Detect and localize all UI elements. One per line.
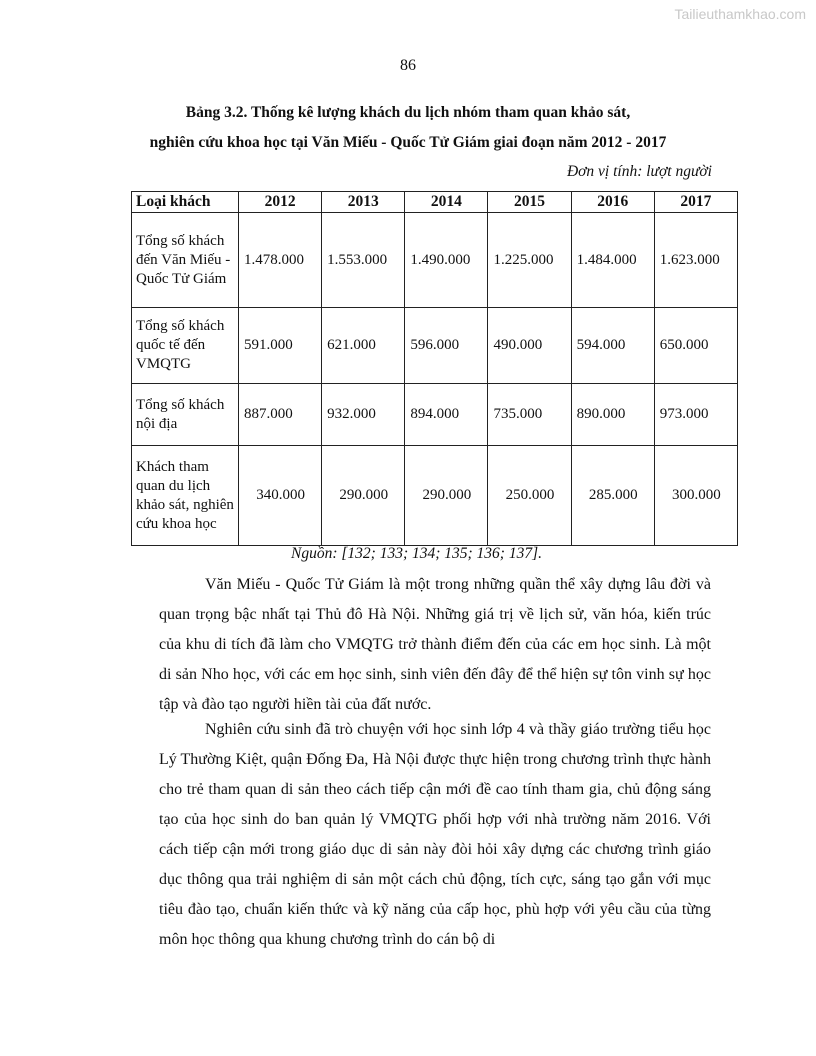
table-cell: 290.000 xyxy=(322,446,405,546)
table-cell: 621.000 xyxy=(322,308,405,384)
table-cell: 1.490.000 xyxy=(405,213,488,308)
table-row xyxy=(132,446,738,546)
table-cell: 285.000 xyxy=(571,446,654,546)
table-cell: 932.000 xyxy=(322,384,405,446)
source-citation: Nguồn: [132; 133; 134; 135; 136; 137]. xyxy=(291,545,542,562)
table-cell: 1.484.000 xyxy=(571,213,654,308)
table-cell: 591.000 xyxy=(239,308,322,384)
table-row xyxy=(132,384,738,446)
paragraph: Nghiên cứu sinh đã trò chuyện với học sinh lớp 4 và thầy giáo trường tiểu học Lý Thường Kiệt, quận Đống Đa, Hà Nội được thực hiện trong chương trình thực hành cho trẻ tham quan di sản theo cách tiếp cận mới đề cao tính tham gia, chủ động sáng tạo của học sinh do ban quản lý VMQTG phối hợp với nhà trường năm 2016. Với cách tiếp cận mới trong giáo dục di sản này đòi hỏi xây dựng các chương trình giáo dục thông qua trải nghiệm di sản một cách chủ động, tích cực, sáng tạo gắn với mục tiêu đào tạo, chuẩn kiến thức và kỹ năng của cấp học, phù hợp với yêu cầu của từng môn học thông qua khung chương trình do cán bộ di xyxy=(159,721,711,948)
header-year: 2017 xyxy=(654,192,737,213)
row-label: Tổng số khách đến Văn Miếu - Quốc Tử Giám xyxy=(132,213,239,308)
header-category: Loại khách xyxy=(132,192,239,213)
table-header-row xyxy=(132,192,738,213)
header-year: 2014 xyxy=(405,192,488,213)
table-cell: 596.000 xyxy=(405,308,488,384)
table-cell: 490.000 xyxy=(488,308,571,384)
row-label: Khách tham quan du lịch khảo sát, nghiên cứu khoa học xyxy=(132,446,239,546)
table-cell: 1.478.000 xyxy=(239,213,322,308)
statistics-table xyxy=(131,191,738,546)
unit-note: Đơn vị tính: lượt người xyxy=(566,163,712,180)
header-year: 2013 xyxy=(322,192,405,213)
table-cell: 1.553.000 xyxy=(322,213,405,308)
table-cell: 973.000 xyxy=(654,384,737,446)
table-cell: 290.000 xyxy=(405,446,488,546)
paragraph: Văn Miếu - Quốc Tử Giám là một trong những quần thể xây dựng lâu đời và quan trọng bậc nhất tại Thủ đô Hà Nội. Những giá trị về lịch sử, văn hóa, kiến trúc của khu di tích đã làm cho VMQTG trở thành điểm đến của các em học sinh. Là một di sản Nho học, với các em học sinh, sinh viên đến đây để thể hiện sự tôn vinh sự học tập và đào tạo người hiền tài của đất nước. xyxy=(159,576,711,713)
table-cell: 1.225.000 xyxy=(488,213,571,308)
table-cell: 250.000 xyxy=(488,446,571,546)
row-label: Tổng số khách nội địa xyxy=(132,384,239,446)
row-label: Tổng số khách quốc tế đến VMQTG xyxy=(132,308,239,384)
table-cell: 340.000 xyxy=(239,446,322,546)
header-year: 2012 xyxy=(239,192,322,213)
header-year: 2015 xyxy=(488,192,571,213)
table-row xyxy=(132,308,738,384)
table-cell: 1.623.000 xyxy=(654,213,737,308)
table-cell: 650.000 xyxy=(654,308,737,384)
table-row xyxy=(132,213,738,308)
table-cell: 887.000 xyxy=(239,384,322,446)
table-cell: 594.000 xyxy=(571,308,654,384)
header-year: 2016 xyxy=(571,192,654,213)
watermark: Tailieuthamkhao.com xyxy=(674,6,806,22)
table-title-line-1: Bảng 3.2. Thống kê lượng khách du lịch nhóm tham quan khảo sát, xyxy=(185,104,631,121)
page-number: 86 xyxy=(400,57,416,74)
table-cell: 300.000 xyxy=(654,446,737,546)
table-cell: 890.000 xyxy=(571,384,654,446)
table-cell: 894.000 xyxy=(405,384,488,446)
table-title-line-2: nghiên cứu khoa học tại Văn Miếu - Quốc Tử Giám giai đoạn năm 2012 - 2017 xyxy=(149,134,667,151)
table-cell: 735.000 xyxy=(488,384,571,446)
